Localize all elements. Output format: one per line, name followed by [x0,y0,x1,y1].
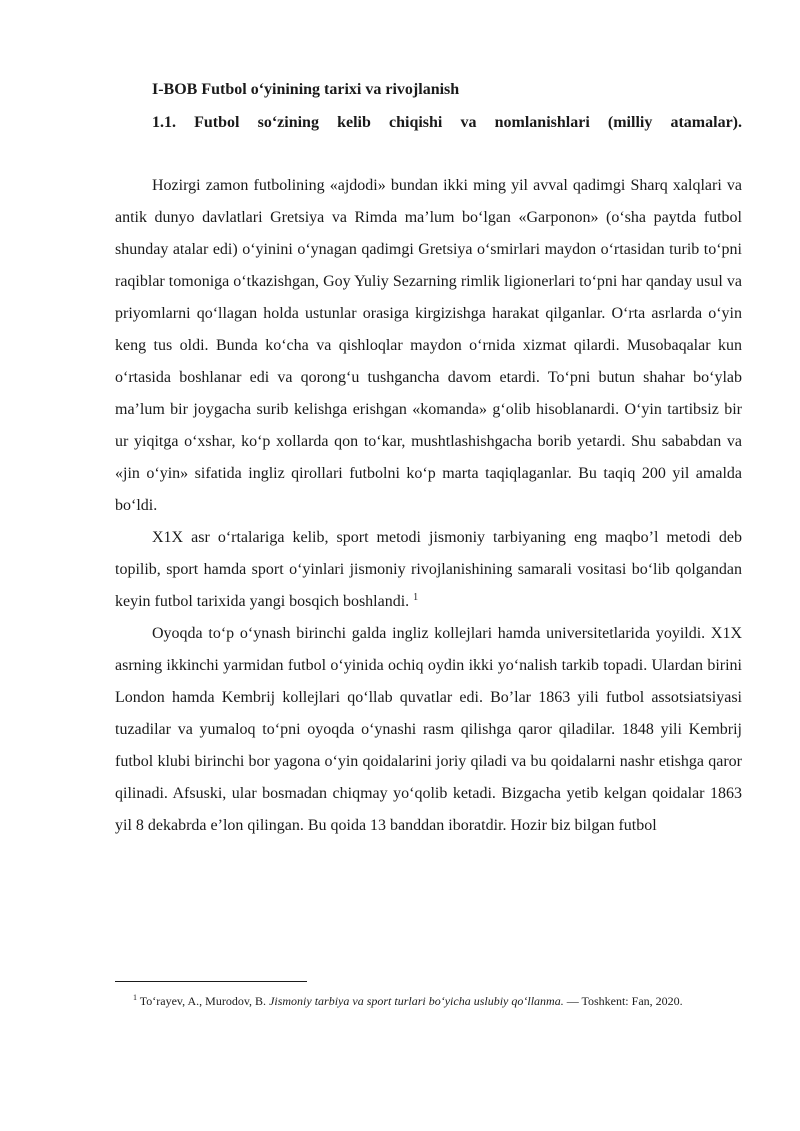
footnote-reference[interactable]: 1 [413,592,419,603]
footnote-divider [115,981,307,982]
paragraph-2-text: X1X asr o‘rtalariga kelib, sport metodi jismoniy tarbiyaning eng maqbo’l metodi deb topilib, sport hamda sport o‘yinlari jismoniy rivojlanishining samarali vositasi bo‘lib qolgandan keyin futbol tarixida yangi bosqich boshlandi. [115,529,742,610]
footnote-title: Jismoniy tarbiya va sport turlari bo‘yicha uslubiy qo‘llanma. [269,994,564,1008]
body-text [115,170,742,842]
footnote-mark: 1 [133,993,137,1002]
chapter-heading: I-BOB Futbol o‘yinining tarixi va rivojlanish [152,81,460,98]
paragraph-3: Oyoqda to‘p o‘ynash birinchi galda ingliz kollejlari hamda universitetlarida yoyildi. X1X asrning ikkinchi yarmidan futbol o‘yinida ochiq oydin ikki yo‘nalish tarkib topadi. Ulardan birini London hamda Kembrij kollejlari qo‘llab quvatlar edi. Bo’lar 1863 yili futbol assotsiatsiyasi tuzadilar va yumaloq to‘pni oyoqda o‘ynashi rasm qilishga qaror qiladilar. 1848 yili Kembrij futbol klubi birinchi bor yagona o‘yin qoidalarini joriy qiladi va bu qoidalarni nashr etishga qaror qilinadi. Afsuski, ular bosmadan chiqmay yo‘qolib ketadi. Bizgacha yetib kelgan qoidalar 1863 yil 8 dekabrda e’lon qilingan. Bu qoida 13 banddan iboratdir. Hozir biz bilgan futbol [115,625,742,834]
paragraph-1: Hozirgi zamon futbolining «ajdodi» bundan ikki ming yil avval qadimgi Sharq xalqlari va antik dunyo davlatlari Gretsiya va Rimda ma’lum bo‘lgan «Garponon» (o‘sha paytda futbol shunday atalar edi) o‘yinini o‘ynagan qadimgi Gretsiya o‘smirlari maydon o‘rtasidan turib to‘pni raqiblar tomoniga o‘tkazishgan, Goy Yuliy Sezarning rimlik ligionerlari to‘pni har qanday usul va priyomlarni qo‘llagan holda ustunlar orasiga kirgizishga harakat qilganlar. O‘rta asrlarda o‘yin keng tus oldi. Bunda ko‘cha va qishloqlar maydon o‘rnida xizmat qilardi. Musobaqalar kun o‘rtasida boshlanar edi va qorong‘u tushgancha davom etardi. To‘pni butun shahar bo‘ylab ma’lum bir joygacha surib kelishga erishgan «komanda» g‘olib hisoblanardi. O‘yin tartibsiz bir ur yiqitga o‘xshar, ko‘p xollarda qon to‘kar, mushtlashishgacha borib yetardi. Shu sababdan va «jin o‘yin» sifatida ingliz qirollari futbolni ko‘p marta taqiqlaganlar. Bu taqiq 200 yil amalda bo‘ldi. [115,177,742,514]
footnote-publisher: — Toshkent: Fan, 2020. [566,994,683,1008]
section-heading: 1.1. Futbol so‘zining kelib chiqishi va nomlanishlari (milliy atamalar). [152,114,742,131]
paragraph-2 [115,522,742,618]
footnote [115,990,742,1012]
footnote-authors: To‘rayev, A., Murodov, B. [139,994,267,1008]
